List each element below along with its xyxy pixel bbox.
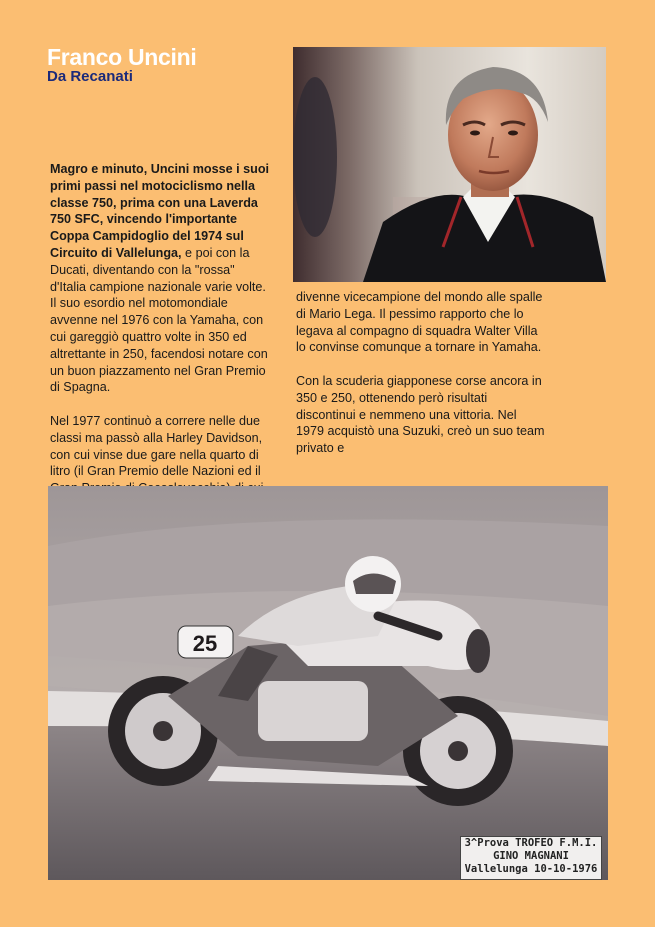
photo-stamp (460, 836, 602, 880)
page-subtitle: Da Recanati (47, 68, 133, 85)
article-paragraph-1 (50, 161, 272, 396)
portrait-illustration (293, 47, 606, 282)
article-lead-bold: Magro e minuto, Uncini mosse i suoi primi passi nel motociclismo nella classe 750, prima con una Laverda 750 SFC, vincendo l'importante Coppa Campidoglio del 1974 sul Circuito di Vallelunga, (50, 162, 270, 260)
article-paragraph-3: divenne vicecampione del mondo alle spalle di Mario Lega. Il pessimo rapporto che lo legava al compagno di squadra Walter Villa lo convinse comunque a tornare in Yamaha. (296, 290, 543, 355)
stamp-line-3: Vallelunga 10-10-1976 (464, 863, 598, 875)
stamp-line-2: GINO MAGNANI (493, 850, 569, 862)
bike-number: 25 (192, 631, 218, 656)
portrait-photo (293, 47, 606, 282)
article-left-column (50, 161, 272, 514)
article-lead-rest: e poi con la Ducati, diventando con la "rossa" d'Italia campione nazionale varie volte. Il suo esordio nel motomondiale avvenne nel 1976 con la Yamaha, con cui gareggiò quattro volte in 350 ed altrettante in 250, facendosi notare con un buon piazzamento nel Gran Premio di Spagna. (50, 245, 268, 395)
race-illustration (48, 486, 608, 880)
article-paragraph-4: Con la scuderia giapponese corse ancora in 350 e 250, ottenendo però risultati discontinui e nemmeno una vittoria. Nel 1979 acquistò una Suzuki, creò un suo team privato e (296, 373, 545, 456)
article-paragraph-2: Nel 1977 continuò a correre nelle due classi ma passò alla Harley Davidson, con cui vinse due gare nella quarto di litro (il Gran Premio delle Nazioni ed il (50, 413, 263, 479)
race-photo (48, 486, 608, 880)
article-right-column (296, 289, 546, 474)
page-title: Franco Uncini (47, 44, 197, 70)
stamp-line-1: 3^Prova TROFEO F.M.I. (464, 837, 598, 849)
